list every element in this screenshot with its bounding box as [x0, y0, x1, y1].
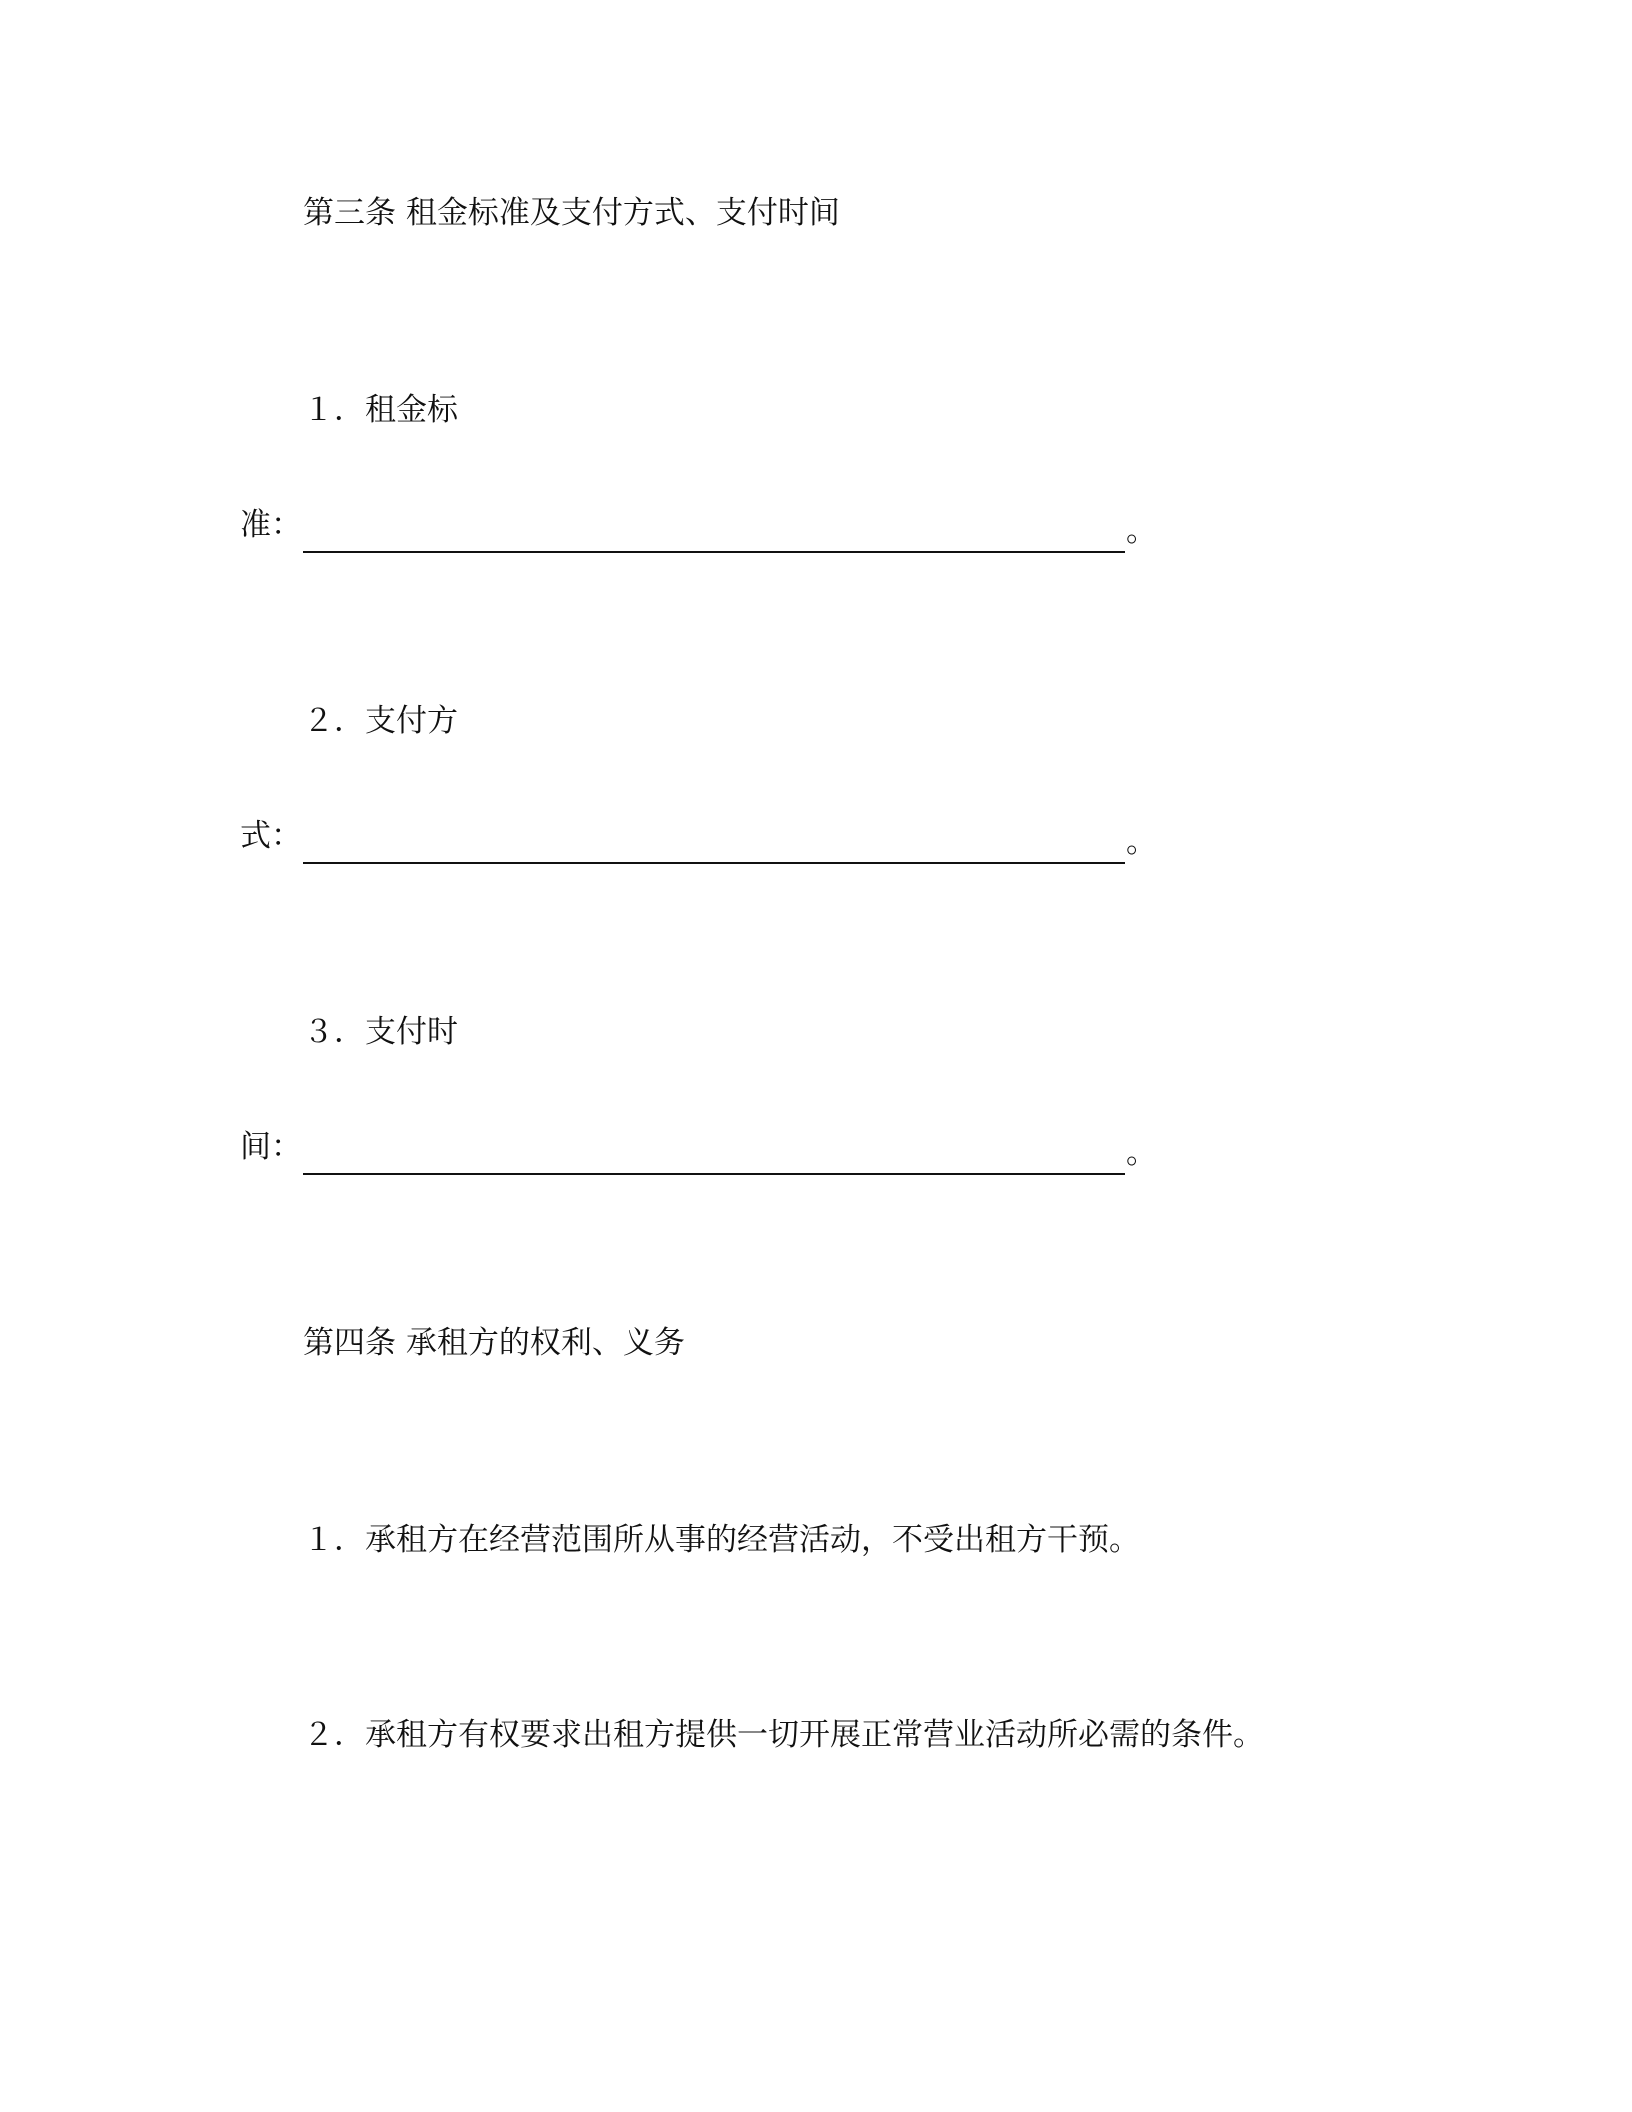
article-3-item-2-blank-row — [240, 816, 1160, 860]
article-3-item-2-continuation: 式： — [240, 818, 302, 854]
rent-standard-fill-blank[interactable] — [303, 551, 1125, 553]
payment-time-fill-blank[interactable] — [303, 1173, 1125, 1175]
article-3-item-3-text: ３．支付时 — [303, 1014, 458, 1050]
article-4-item-1: １．承租方在经营范围所从事的经营活动，不受出租方干预。 — [303, 1522, 1140, 1558]
article-3-item-2-text: ２．支付方 — [303, 703, 458, 739]
article-3-item-3-period: 。 — [1126, 1135, 1157, 1171]
article-4-item-2: ２．承租方有权要求出租方提供一切开展正常营业活动所必需的条件。 — [303, 1717, 1264, 1753]
article-4-heading: 第四条 承租方的权利、义务 — [303, 1325, 685, 1361]
payment-method-fill-blank[interactable] — [303, 862, 1125, 864]
article-3-heading: 第三条 租金标准及支付方式、支付时间 — [303, 195, 840, 231]
article-3-item-2-period: 。 — [1126, 824, 1157, 860]
article-3-item-1-text: １．租金标 — [303, 392, 458, 428]
article-3-item-1-continuation: 准： — [240, 507, 302, 543]
article-3-item-3-blank-row — [240, 1127, 1160, 1171]
article-3-item-1-blank-row — [240, 505, 1160, 549]
article-3-item-3-continuation: 间： — [240, 1129, 302, 1165]
article-3-item-1-period: 。 — [1126, 513, 1157, 549]
